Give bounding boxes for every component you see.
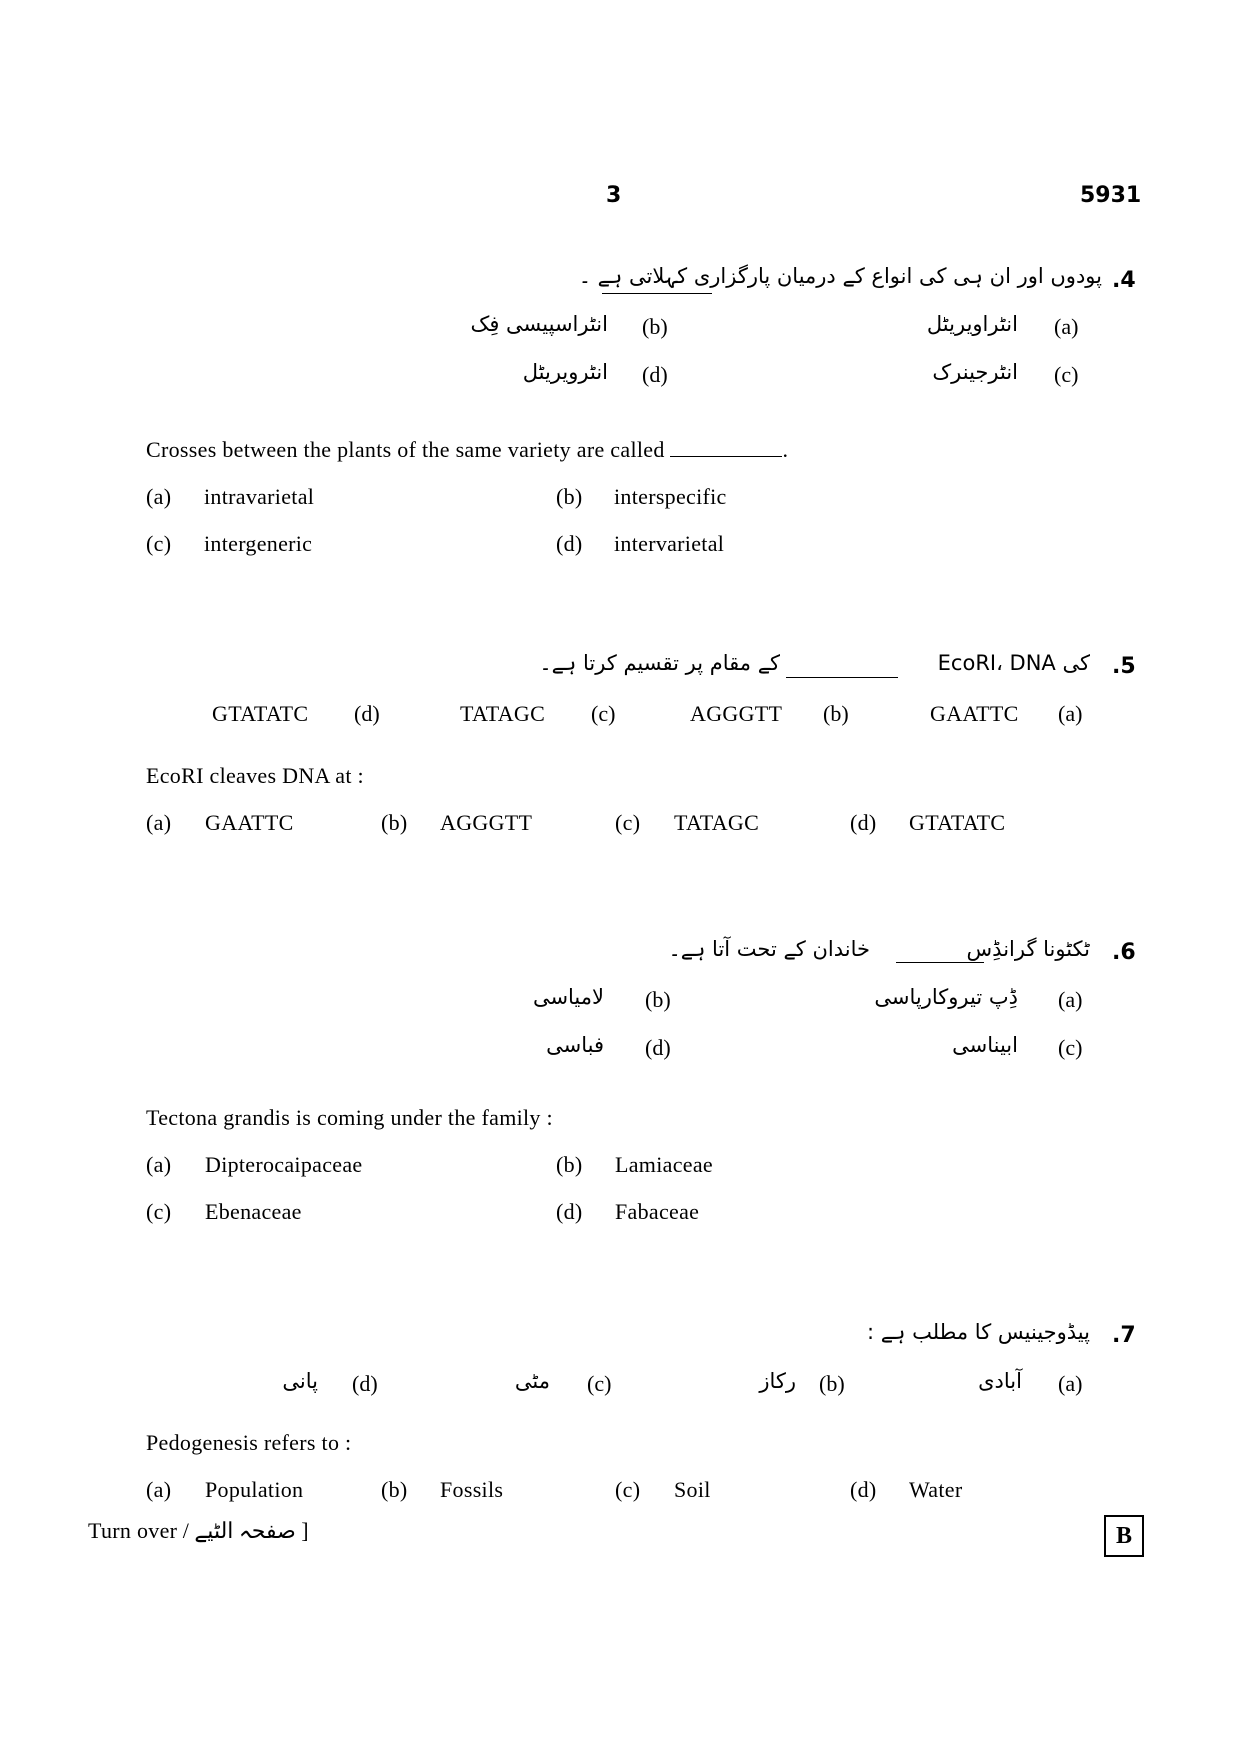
answer-blank [896, 961, 984, 963]
question-number: .6 [1112, 940, 1136, 965]
option-label: (a) [1054, 314, 1079, 339]
page-number: 3 [606, 183, 622, 208]
answer-blank [602, 292, 712, 294]
english-question-text: Pedogenesis refers to : [146, 1430, 352, 1455]
option-label: (d) [556, 531, 583, 556]
urdu-option-c: انٹرجینرک [932, 360, 1018, 384]
english-option-b: interspecific [614, 484, 727, 509]
english-option-c: Soil [674, 1477, 711, 1502]
option-label: (b) [556, 484, 583, 509]
english-option-d: Water [909, 1477, 963, 1502]
option-label: (d) [645, 1035, 671, 1060]
option-label: (d) [352, 1371, 378, 1396]
urdu-option-c: مٹی [514, 1369, 550, 1393]
option-label: (c) [1058, 1035, 1083, 1060]
english-question-text: Crosses between the plants of the same variety are called . [146, 437, 789, 462]
urdu-question-text: پودوں اور ان ہی کی انواع کے درمیان پارگزاری کہلاتی ہے ۔ [578, 264, 1102, 288]
english-option-b: Lamiaceae [615, 1152, 713, 1177]
urdu-option-b: لامیاسی [532, 985, 604, 1009]
english-option-b: Fossils [440, 1477, 504, 1502]
urdu-option-a: GAATTC [930, 701, 1019, 726]
urdu-question-end: خاندان کے تحت آتا ہے۔ [668, 937, 870, 961]
option-label: (c) [587, 1371, 612, 1396]
option-label: (b) [381, 1477, 408, 1502]
option-label: (b) [823, 701, 849, 726]
english-option-a: GAATTC [205, 810, 294, 835]
option-label: (c) [615, 1477, 641, 1502]
english-option-a: Dipterocaipaceae [205, 1152, 363, 1177]
urdu-question-start: ٹکٹونا گرانڈِس [966, 937, 1090, 961]
option-label: (d) [850, 810, 877, 835]
option-label: (a) [146, 1477, 172, 1502]
option-label: (b) [642, 314, 668, 339]
english-option-c: Ebenaceae [205, 1199, 302, 1224]
answer-blank [786, 676, 898, 678]
option-label: (c) [146, 1199, 172, 1224]
english-option-b: AGGGTT [440, 810, 533, 835]
option-label: (b) [819, 1371, 845, 1396]
urdu-option-b: رکاز [759, 1369, 796, 1393]
urdu-option-b: انٹراسپیسی فِک [470, 312, 608, 336]
urdu-option-a: آبادی [978, 1369, 1022, 1393]
english-question-text: Tectona grandis is coming under the family : [146, 1105, 553, 1130]
english-option-d: Fabaceae [615, 1199, 700, 1224]
urdu-question-start: EcoRI، DNA کی [937, 651, 1090, 675]
option-label: (a) [1058, 1371, 1083, 1396]
option-label: (a) [146, 484, 172, 509]
urdu-option-d: انٹرویریٹل [522, 360, 608, 384]
turn-over-note: [ صفحہ الٹیے / Turn over [88, 1518, 309, 1543]
urdu-question-end: کے مقام پر تقسیم کرتا ہے۔ [539, 651, 780, 675]
urdu-option-c: TATAGC [460, 701, 546, 726]
english-option-a: intravarietal [204, 484, 315, 509]
option-label: (d) [850, 1477, 877, 1502]
question-number: .7 [1112, 1323, 1136, 1348]
series-box: B [1104, 1515, 1144, 1557]
urdu-option-b: AGGGTT [690, 701, 783, 726]
english-option-a: Population [205, 1477, 304, 1502]
english-question-text: EcoRI cleaves DNA at : [146, 763, 364, 788]
english-option-d: intervarietal [614, 531, 725, 556]
urdu-option-a: انٹراویریٹل [926, 312, 1018, 336]
option-label: (d) [354, 701, 380, 726]
option-label: (b) [381, 810, 408, 835]
english-option-c: intergeneric [204, 531, 313, 556]
option-label: (c) [1054, 362, 1079, 387]
urdu-question-text: پیڈوجینیس کا مطلب ہے : [867, 1320, 1090, 1344]
urdu-option-d: پانی [282, 1369, 318, 1393]
urdu-option-a: ڈِپ تیروکارپاسی [874, 985, 1018, 1009]
option-label: (a) [1058, 701, 1083, 726]
urdu-option-d: GTATATC [212, 701, 309, 726]
answer-blank [670, 455, 782, 457]
option-label: (a) [146, 810, 172, 835]
option-label: (b) [645, 987, 671, 1012]
english-option-c: TATAGC [674, 810, 760, 835]
urdu-option-c: ابیناسی [952, 1033, 1018, 1057]
question-number: .4 [1112, 268, 1136, 293]
question-number: .5 [1112, 654, 1136, 679]
paper-code: 5931 [1080, 183, 1142, 208]
option-label: (b) [556, 1152, 583, 1177]
option-label: (a) [1058, 987, 1083, 1012]
option-label: (c) [591, 701, 616, 726]
english-option-d: GTATATC [909, 810, 1006, 835]
option-label: (c) [146, 531, 172, 556]
option-label: (d) [642, 362, 668, 387]
option-label: (c) [615, 810, 641, 835]
urdu-option-d: فباسی [546, 1033, 604, 1057]
option-label: (a) [146, 1152, 172, 1177]
option-label: (d) [556, 1199, 583, 1224]
